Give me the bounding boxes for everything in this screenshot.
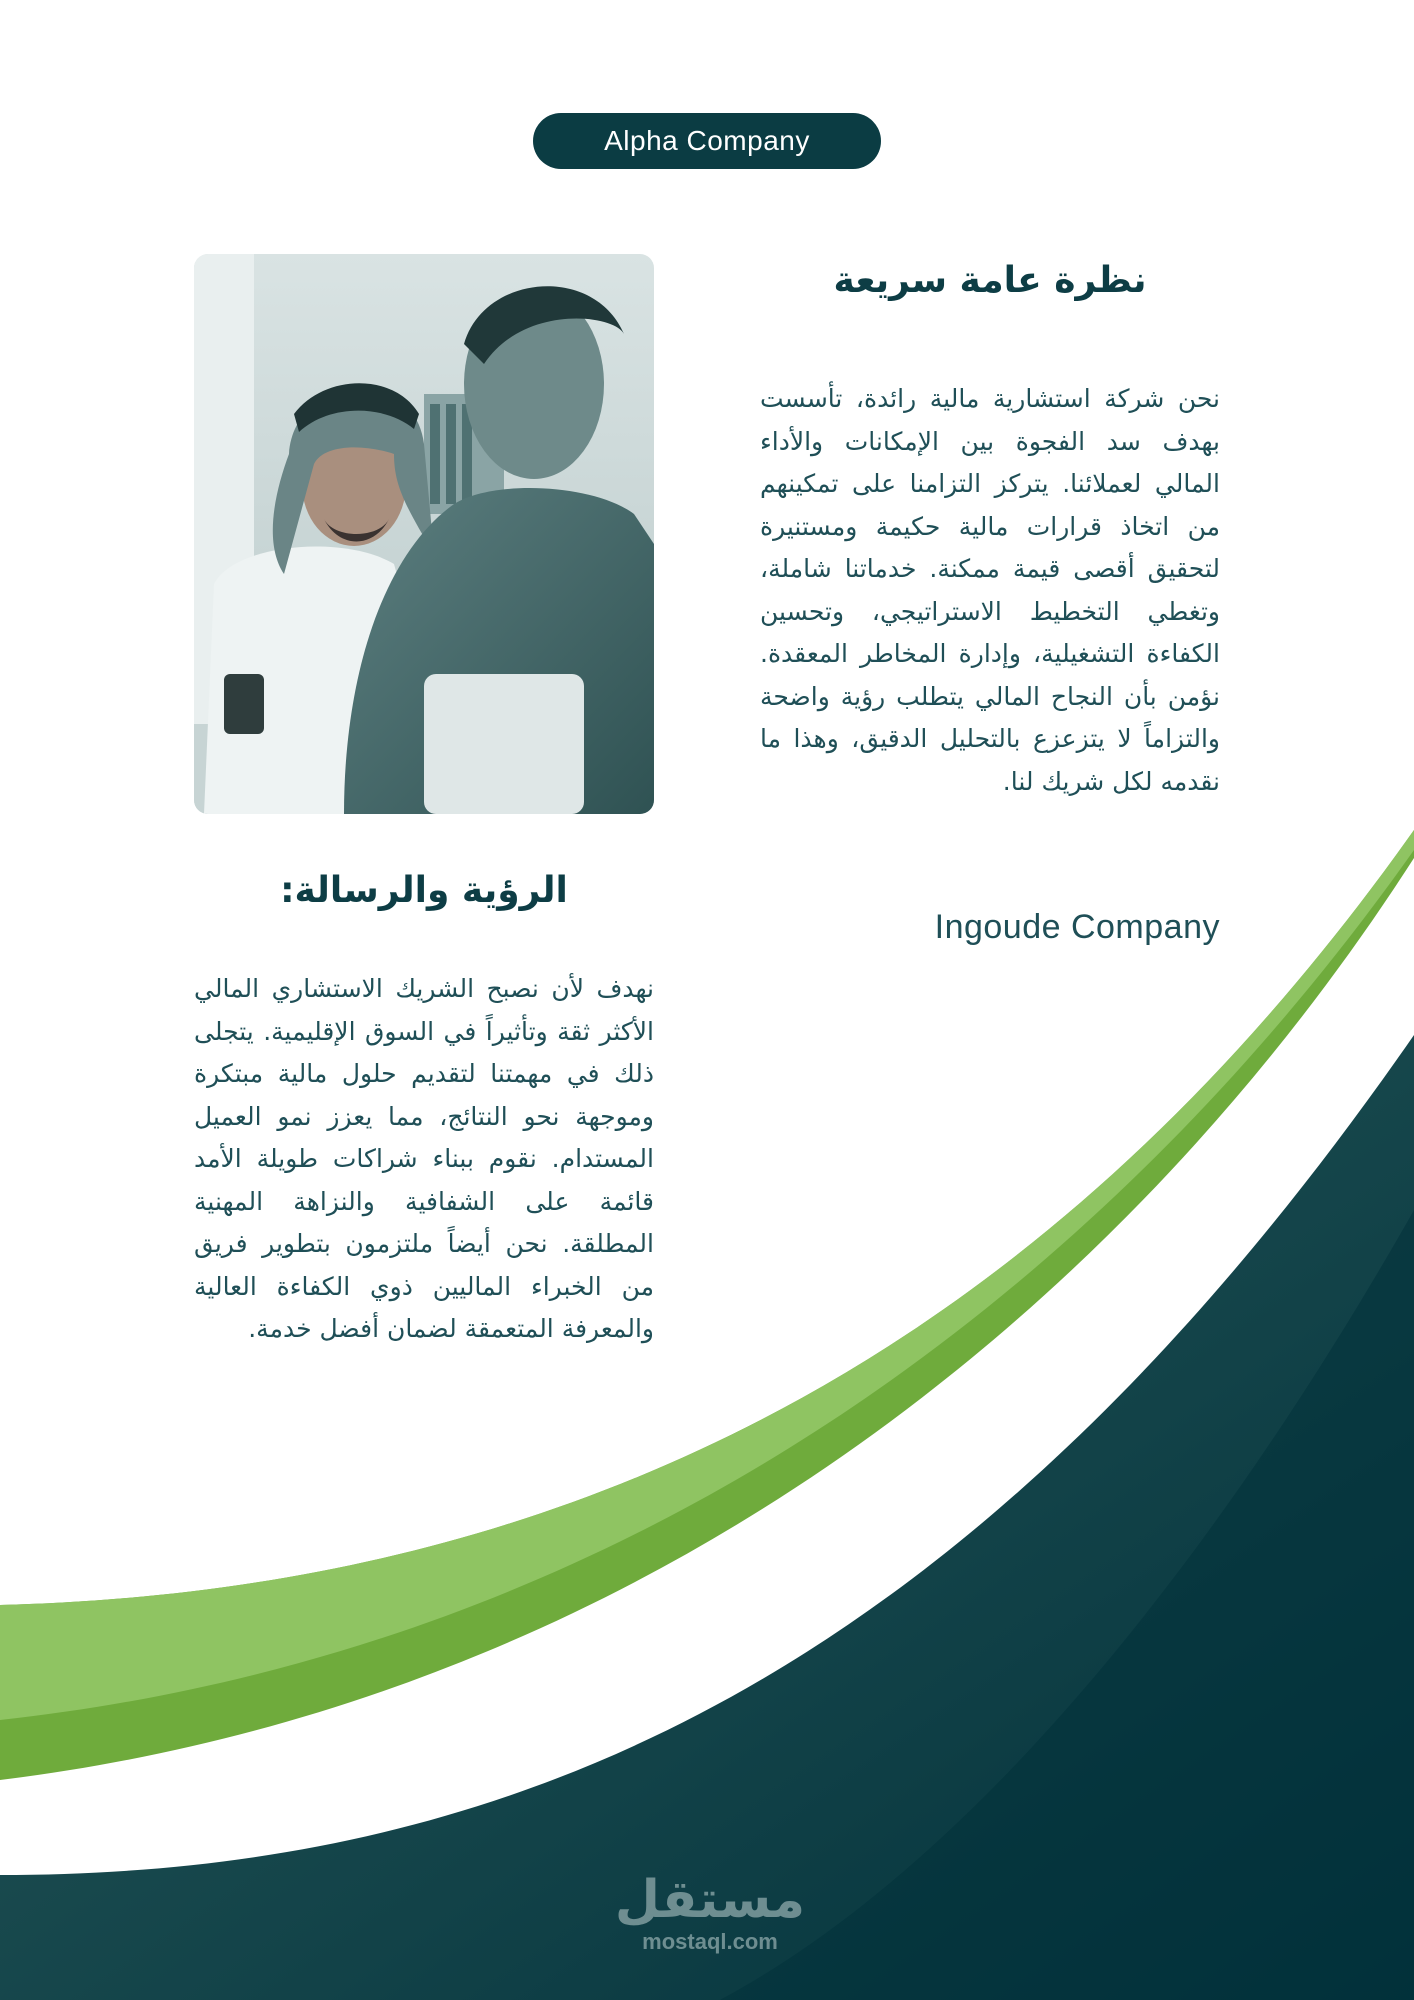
vision-paragraph: نهدف لأن نصبح الشريك الاستشاري المالي الأكثر ثقة وتأثيراً في السوق الإقليمية. يتجلى ذلك في مهمتنا لتقديم حلول مالية مبتكرة وموجهة نحو النتائج، مما يعزز نمو العميل المستدام. نقوم ببناء شراكات طويلة الأمد قائمة على الشفافية والنزاهة المهنية المطلقة. نحن أيضاً ملتزمون بتطوير فريق من الخبراء الماليين ذوي الكفاءة العالية والمعرفة المتعمقة لضمان أفضل خدمة. xyxy=(194,974,654,1343)
overview-paragraph: نحن شركة استشارية مالية رائدة، تأسست بهدف سد الفجوة بين الإمكانات والأداء المالي لعملائنا. يتركز التزامنا على تمكينهم من اتخاذ قرارات مالية حكيمة ومستنيرة لتحقيق أقصى قيمة ممكنة. خدماتنا شاملة، وتغطي التخطيط الاستراتيجي، وتحسين الكفاءة التشغيلية، وإدارة المخاطر المعقدة. نؤمن بأن النجاح المالي يتطلب رؤية واضحة والتزاماً لا يتزعزع بالتحليل الدقيق، وهذا ما نقدمه لكل شريك لنا. xyxy=(760,384,1220,796)
company-name: Ingoude Company xyxy=(934,908,1220,946)
overview-title: نظرة عامة سريعة xyxy=(833,260,1147,301)
company-badge: Alpha Company xyxy=(533,113,881,169)
photo-illustration xyxy=(194,254,654,814)
vision-title: الرؤية والرسالة: xyxy=(280,870,568,911)
watermark-arabic: مستقل xyxy=(614,1870,806,1930)
watermark-url: mostaql.com xyxy=(642,1929,778,1954)
meeting-photo xyxy=(194,254,654,814)
watermark xyxy=(600,1870,820,1954)
